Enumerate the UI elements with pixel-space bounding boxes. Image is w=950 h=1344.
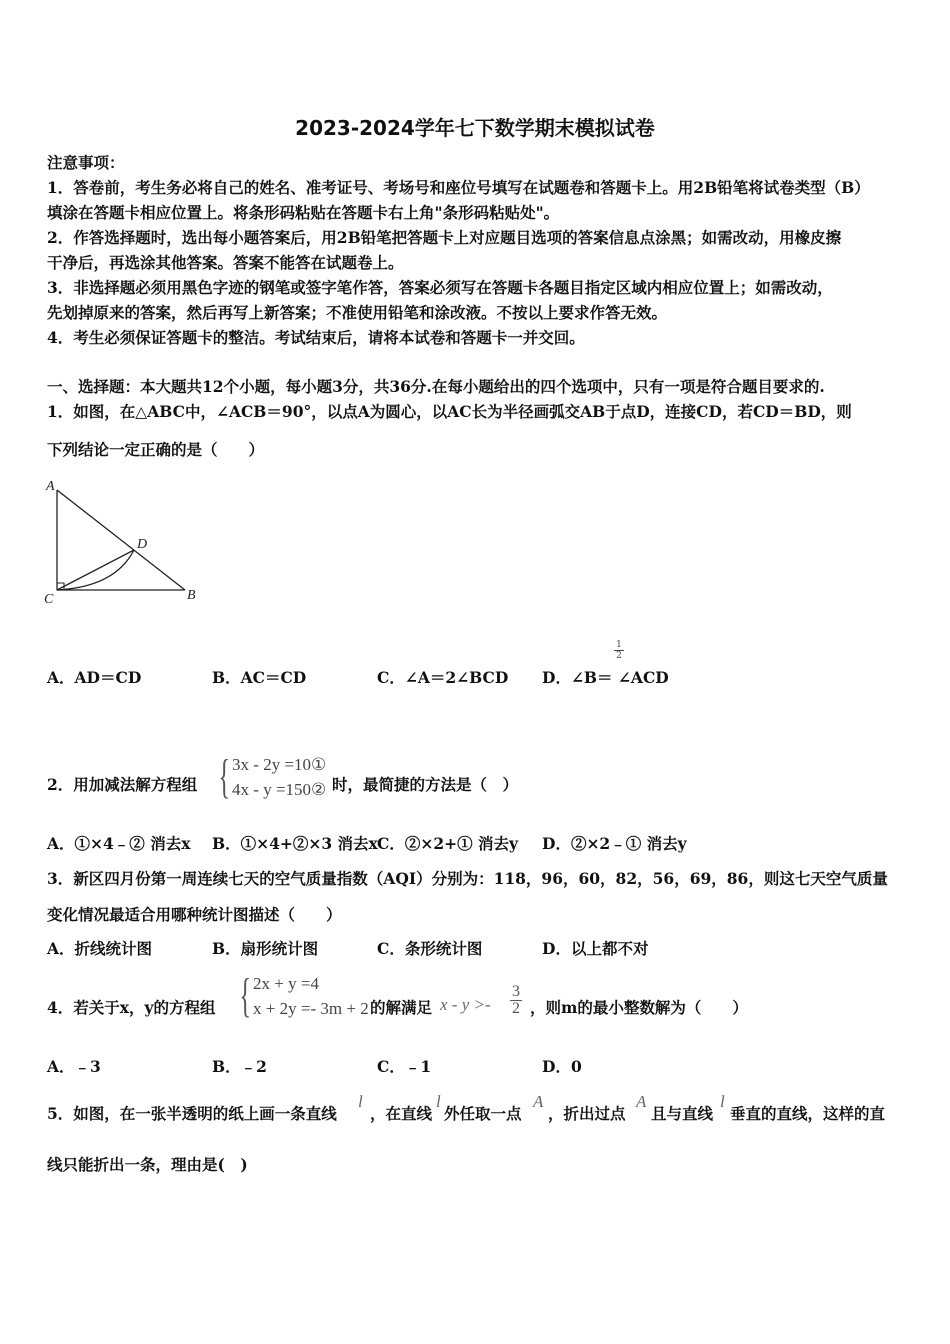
point-A: A: [636, 1092, 647, 1111]
q3-option-c[interactable]: C．条形统计图: [377, 939, 483, 958]
line-l: l: [358, 1092, 363, 1111]
question-5-part2: ，在直线: [370, 1104, 433, 1123]
notice-line: 2．作答选择题时，选出每小题答案后，用2B铅笔把答题卡上对应题目选项的答案信息点涂黑；如需改动，用橡皮擦: [47, 228, 842, 247]
label-A: A: [46, 479, 55, 494]
question-4-prefix: 4．若关于x，y的方程组: [47, 998, 216, 1017]
question-5-part5: 且与直线: [651, 1104, 714, 1123]
question-3-text-cont: 变化情况最适合用哪种统计图描述（ ）: [47, 905, 342, 924]
line-l: l: [436, 1092, 441, 1111]
q2-option-d[interactable]: D．②×2﹣① 消去y: [542, 834, 687, 853]
equation-2: 4x - y =150②: [232, 780, 327, 799]
notice-line: 填涂在答题卡相应位置上。将条形码粘贴在答题卡右上角"条形码粘贴处"。: [47, 203, 560, 222]
q4-option-a[interactable]: A．﹣3: [47, 1057, 101, 1076]
page-title: 2023-2024学年七下数学期末模拟试卷: [295, 116, 655, 140]
question-2-suffix: 时，最简捷的方法是（ ）: [332, 775, 519, 794]
label-C: C: [44, 592, 54, 607]
q2-option-c[interactable]: C．②×2+① 消去y: [377, 834, 518, 853]
question-2-prefix: 2．用加减法解方程组: [47, 775, 198, 794]
question-1-text-cont: 下列结论一定正确的是（ ）: [47, 440, 265, 459]
q1-option-d[interactable]: D．∠B＝ ∠ACD: [542, 668, 669, 687]
left-brace: {: [218, 750, 231, 803]
question-4-suffix: ，则m的最小整数解为（ ）: [530, 998, 748, 1017]
q3-option-a[interactable]: A．折线统计图: [47, 939, 153, 958]
notice-line: 3．非选择题必须用黑色字迹的钢笔或签字笔作答，答案必须写在答题卡各题目指定区域内相应位置上；如需改动，: [47, 278, 833, 297]
fraction-num: 3: [512, 983, 520, 1000]
label-D: D: [137, 537, 148, 552]
question-4-mid: 的解满足: [370, 998, 433, 1017]
question-5-part4: ，折出过点: [548, 1104, 626, 1123]
equation-system-2: [207, 752, 326, 802]
equation-1: 2x + y =4: [253, 974, 319, 993]
label-B: B: [187, 588, 196, 603]
notice-line: 干净后，再选涂其他答案。答案不能答在试题卷上。: [47, 253, 404, 272]
fraction-three-halves: [510, 984, 522, 1017]
notice-heading: 注意事项：: [47, 153, 125, 172]
q2-option-b[interactable]: B．①×4+②×3 消去x: [212, 834, 378, 853]
q4-option-d[interactable]: D．0: [542, 1057, 582, 1076]
notice-line: 1．答卷前，考生务必将自己的姓名、准考证号、考场号和座位号填写在试题卷和答题卡上。用2B铅笔将试卷类型（B）: [47, 178, 870, 197]
equation-system-4: [228, 971, 369, 1021]
notice-line: 4．考生必须保证答题卡的整洁。考试结束后，请将本试卷和答题卡一并交回。: [47, 328, 585, 347]
question-1-text: 1．如图，在△ABC中，∠ACB＝90°，以点A为圆心，以AC长为半径画弧交AB于点D，连接CD，若CD＝BD，则: [47, 402, 852, 421]
point-A: A: [533, 1092, 544, 1111]
equation-1: 3x - 2y =10①: [232, 755, 327, 774]
inequality: x - y >-: [440, 995, 491, 1014]
q4-option-c[interactable]: C．﹣1: [377, 1057, 432, 1076]
left-brace: {: [239, 969, 252, 1022]
half-fraction: [614, 640, 624, 661]
question-5-part1: 5．如图，在一张半透明的纸上画一条直线: [47, 1104, 337, 1123]
q1-option-a[interactable]: A．AD＝CD: [47, 668, 142, 687]
fraction-den: 2: [512, 1000, 520, 1017]
q1-option-c[interactable]: C．∠A＝2∠BCD: [377, 668, 509, 687]
q2-option-a[interactable]: A．①×4﹣② 消去x: [47, 834, 191, 853]
q1-option-b[interactable]: B．AC＝CD: [212, 668, 307, 687]
section-heading: 一、选择题：本大题共12个小题，每小题3分，共36分.在每小题给出的四个选项中，只有一项是符合题目要求的.: [47, 377, 825, 396]
q4-option-b[interactable]: B．﹣2: [212, 1057, 267, 1076]
question-5-part3: 外任取一点: [444, 1104, 522, 1123]
q3-option-b[interactable]: B．扇形统计图: [212, 939, 319, 958]
question-5-part6: 垂直的直线，这样的直: [730, 1104, 886, 1123]
equation-2: x + 2y =- 3m + 2: [253, 999, 369, 1018]
q3-option-d[interactable]: D．以上都不对: [542, 939, 649, 958]
triangle-figure: [40, 475, 210, 615]
line-l: l: [720, 1092, 725, 1111]
question-3-text: 3．新区四月份第一周连续七天的空气质量指数（AQI）分别为：118，96，60，82，56，69，86，则这七天空气质量: [47, 869, 888, 888]
question-5-text-cont: 线只能折出一条，理由是( ): [47, 1155, 248, 1174]
notice-line: 先划掉原来的答案，然后再写上新答案；不准使用铅笔和涂改液。不按以上要求作答无效。: [47, 303, 668, 322]
half-fraction-num: 1: [614, 640, 624, 651]
half-fraction-den: 2: [616, 651, 622, 661]
